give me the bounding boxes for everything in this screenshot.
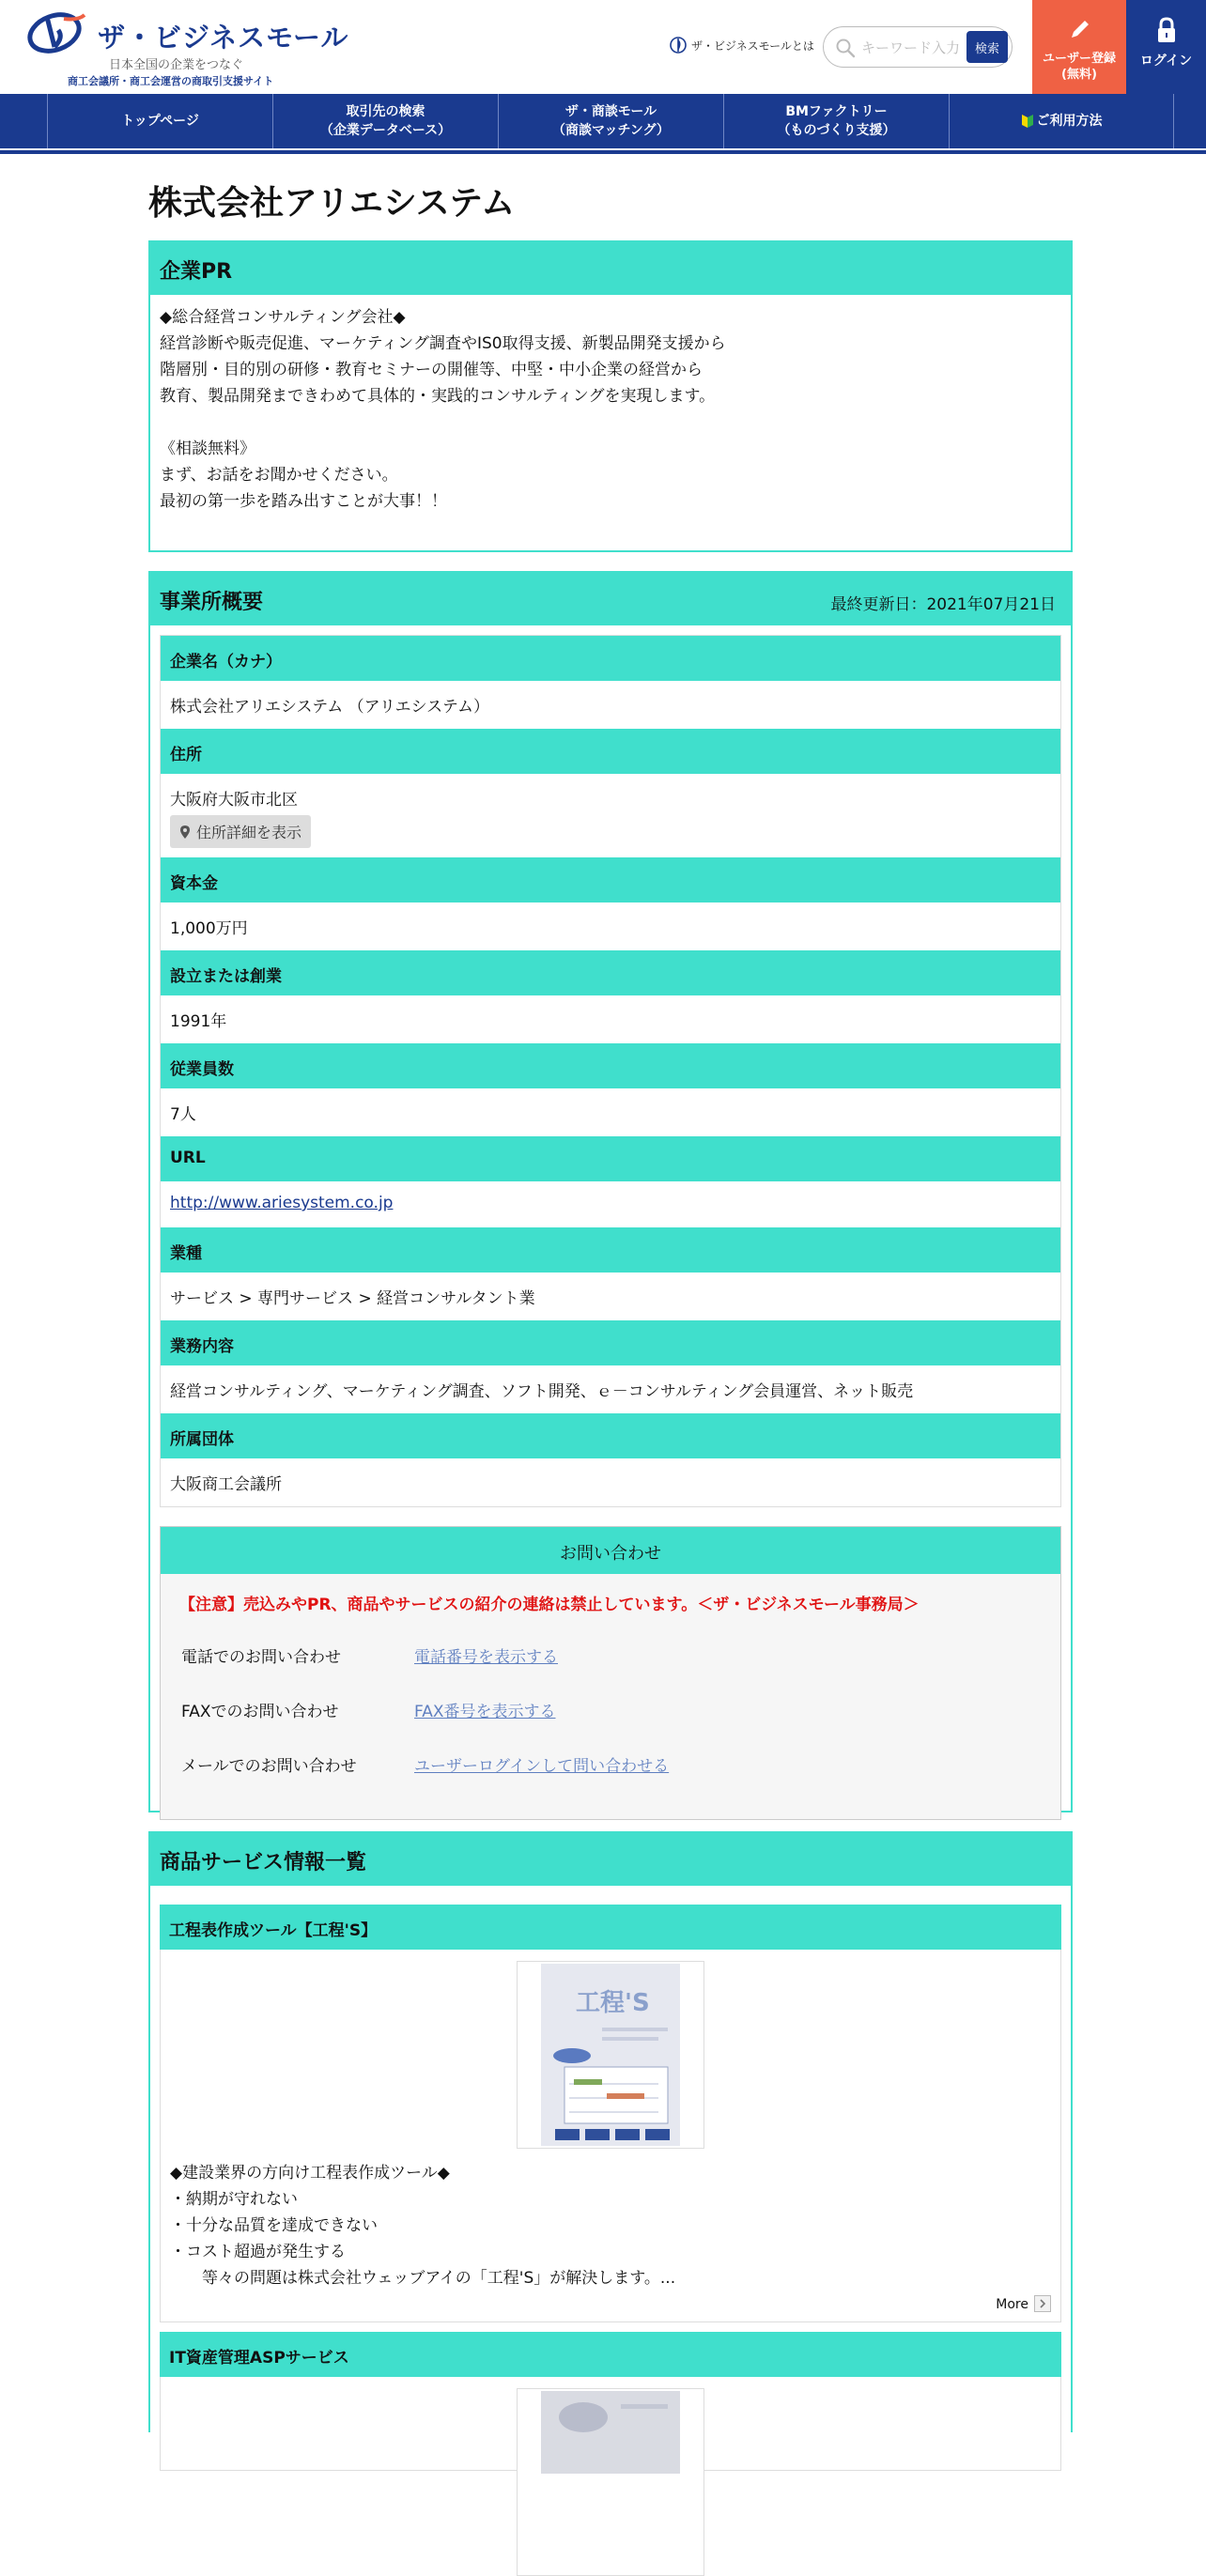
field-value-url	[161, 1181, 1060, 1227]
contact-mail-label: メールでのお問い合わせ	[181, 1756, 357, 1776]
field-label-employees: 従業員数	[161, 1043, 1060, 1088]
global-nav	[0, 94, 1206, 150]
show-address-label: 住所詳細を表示	[196, 824, 302, 841]
field-label-url: URL	[161, 1136, 1060, 1181]
field-label-industry: 業種	[161, 1227, 1060, 1273]
beginner-mark-icon	[1021, 114, 1034, 129]
field-label-organization: 所属団体	[161, 1413, 1060, 1458]
login-button[interactable]	[1126, 0, 1206, 94]
field-label-business: 業務内容	[161, 1320, 1060, 1365]
site-header	[0, 0, 1206, 94]
logo-subtagline: 商工会議所・商工会運営の商取引支援サイト	[68, 75, 274, 87]
show-phone-link[interactable]: 電話番号を表示する	[414, 1647, 558, 1667]
logo-text: ザ・ビジネスモール	[98, 22, 349, 54]
page-title: 株式会社アリエシステム	[148, 184, 516, 223]
nav-company-search[interactable]	[272, 94, 498, 148]
nav-top[interactable]	[47, 94, 272, 148]
contact-heading: お問い合わせ	[161, 1527, 1060, 1574]
search-box	[823, 26, 1013, 68]
products-heading: 商品サービス情報一覧	[150, 1833, 1071, 1886]
login-to-inquire-link[interactable]: ユーザーログインして問い合わせる	[414, 1756, 670, 1776]
nav-shodan-mall-label: ザ・商談モール	[564, 104, 657, 119]
site-logo[interactable]	[26, 9, 349, 87]
nav-bm-factory[interactable]	[723, 94, 949, 148]
product-card	[160, 2332, 1061, 2471]
contact-panel	[160, 1526, 1061, 1820]
product-card	[160, 1905, 1061, 2322]
nav-shodan-mall-sublabel: （商談マッチング）	[552, 123, 670, 138]
search-icon	[835, 38, 856, 58]
products-section	[148, 1831, 1073, 2432]
product-description: ◆建設業界の方向け工程表作成ツール◆ ・納期が守れない ・十分な品質を達成できない ・コスト超過が発生する 等々の問題は株式会社ウェッブアイの「工程'S」が解決します。...	[170, 2164, 676, 2288]
map-pin-icon	[179, 825, 191, 839]
nav-bm-factory-sublabel: （ものづくり支援）	[777, 123, 896, 138]
office-overview-heading	[150, 573, 1071, 625]
field-value-industry: サービス > 専門サービス > 経営コンサルタント業	[161, 1273, 1060, 1320]
office-fields	[160, 635, 1061, 1507]
company-url-link[interactable]: http://www.ariesystem.co.jp	[170, 1194, 394, 1212]
field-value-organization: 大阪商工会議所	[161, 1458, 1060, 1506]
office-overview-section	[148, 571, 1073, 1812]
product-thumbnail[interactable]	[517, 1961, 704, 2149]
nav-how-to-use-label: ご利用方法	[1036, 114, 1103, 129]
field-value-address	[161, 774, 1060, 857]
nav-top-label: トップページ	[121, 114, 199, 129]
logo-mark-icon	[26, 9, 90, 56]
product-title[interactable]: IT資産管理ASPサービス	[160, 2332, 1061, 2377]
address-text: 大阪府大阪市北区	[170, 791, 298, 810]
field-label-founded: 設立または創業	[161, 950, 1060, 995]
nav-bm-factory-label: BMファクトリー	[785, 104, 888, 119]
nav-shodan-mall[interactable]	[498, 94, 723, 148]
nav-how-to-use[interactable]	[949, 94, 1174, 148]
field-value-capital: 1,000万円	[161, 902, 1060, 950]
product-title[interactable]: 工程表作成ツール【工程'S】	[160, 1905, 1061, 1950]
more-label: More	[996, 2297, 1028, 2312]
company-pr-text: ◆総合経営コンサルティング会社◆ 経営診断や販売促進、マーケティング調査やIS0取得支援、新製品開発支援から 階層別・目的別の研修・教育セミナーの開催等、中堅・中小企業の経営から 教育、製品開発まできわめて具体的・実践的コンサルティングを実現します。 《相談無料》 まず、お話をお聞かせください。 最初の第一歩を踏み出すことが大事！！	[160, 308, 726, 511]
register-label: ユーザー登録	[1042, 52, 1116, 66]
about-link-label: ザ・ビジネスモールとは	[691, 39, 814, 53]
contact-warning: 【注意】売込みやPR、商品やサービスの紹介の連絡は禁止しています。＜ザ・ビジネスモール事務局＞	[179, 1596, 920, 1614]
contact-body	[161, 1574, 1060, 1819]
register-sublabel: (無料)	[1061, 68, 1097, 82]
field-value-company-kana: 株式会社アリエシステム （アリエシステム）	[161, 681, 1060, 729]
contact-row-mail	[179, 1736, 1042, 1791]
contact-phone-label: 電話でのお問い合わせ	[181, 1647, 341, 1667]
shield-logo-icon	[669, 36, 688, 54]
about-link[interactable]	[669, 36, 814, 54]
product-thumbnail[interactable]	[517, 2388, 704, 2576]
last-updated: 最終更新日：2021年07月21日	[830, 595, 1056, 614]
contact-row-fax	[179, 1682, 1042, 1736]
field-value-founded: 1991年	[161, 995, 1060, 1043]
company-pr-section	[148, 240, 1073, 552]
lock-icon	[1152, 15, 1182, 45]
register-button[interactable]	[1032, 0, 1126, 94]
contact-row-phone	[179, 1627, 1042, 1682]
show-fax-link[interactable]: FAX番号を表示する	[414, 1702, 556, 1721]
product-brochure-image	[518, 2389, 704, 2474]
product-brochure-image	[518, 1962, 704, 2148]
nav-company-search-label: 取引先の検索	[346, 104, 425, 119]
product-body	[160, 1950, 1061, 2322]
field-label-address: 住所	[161, 729, 1060, 774]
field-label-company-kana: 企業名（カナ）	[161, 636, 1060, 681]
field-label-capital: 資本金	[161, 857, 1060, 902]
nav-company-search-sublabel: （企業データベース）	[319, 123, 452, 138]
chevron-right-icon	[1034, 2295, 1051, 2312]
contact-fax-label: FAXでのお問い合わせ	[181, 1702, 339, 1721]
login-label: ログイン	[1139, 54, 1193, 69]
show-address-button[interactable]	[170, 815, 311, 848]
company-pr-heading: 企業PR	[150, 242, 1071, 295]
office-overview-title: 事業所概要	[160, 591, 264, 614]
search-button[interactable]: 検索	[966, 31, 1008, 63]
more-link[interactable]	[170, 2295, 1051, 2312]
field-value-employees: 7人	[161, 1088, 1060, 1136]
logo-tagline: 日本全国の企業をつなぐ	[109, 58, 244, 72]
pencil-icon	[1064, 15, 1094, 45]
thumb-title-text: 工程'S	[576, 1989, 650, 2017]
field-value-business: 経営コンサルティング、マーケティング調査、ソフト開発、ｅ－コンサルティング会員運営、ネット販売	[161, 1365, 1060, 1413]
search-input[interactable]	[861, 35, 961, 61]
nav-underline	[0, 150, 1206, 154]
product-body	[160, 2377, 1061, 2471]
